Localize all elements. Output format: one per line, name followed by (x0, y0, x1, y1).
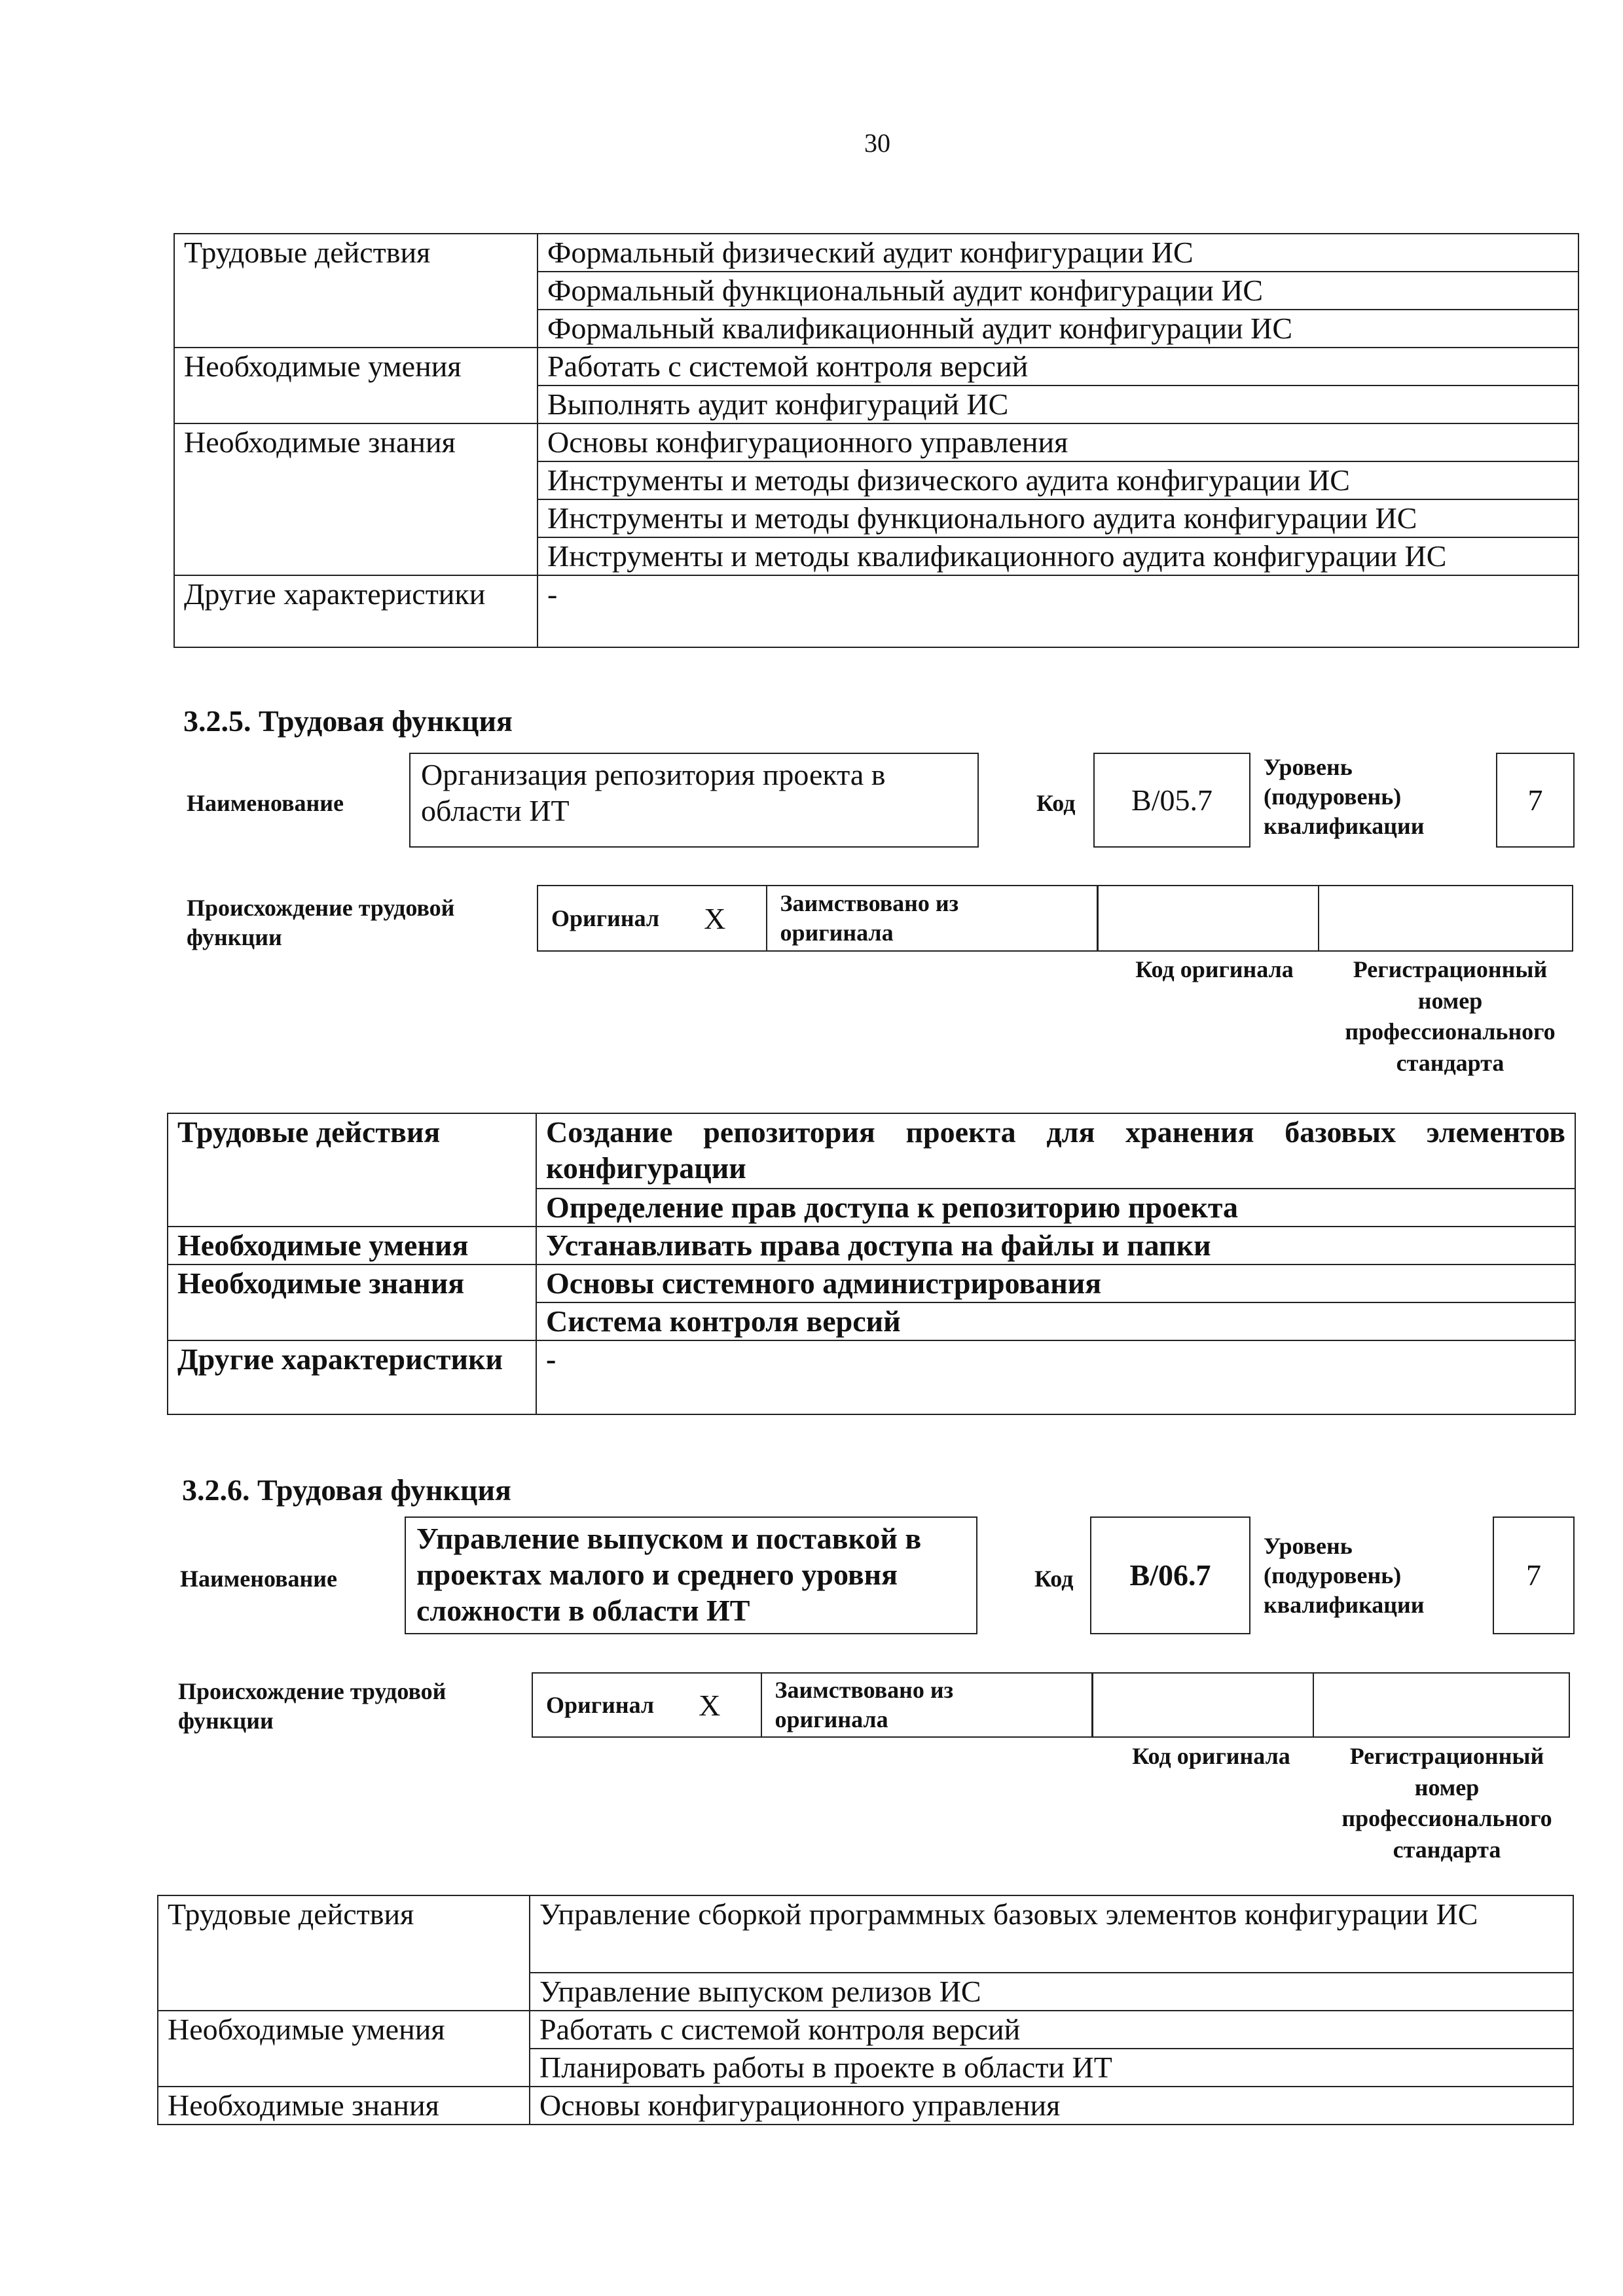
table-cell: Устанавливать права доступа на файлы и папки (536, 1227, 1575, 1265)
row-label-required-knowledge: Необходимые знания (158, 2087, 530, 2125)
name-label: Наименование (187, 790, 344, 816)
reg-number-caption: Регистрационный номер профессионального стандарта (1341, 1743, 1552, 1863)
section-title-3-2-6: 3.2.6. Трудовая функция (182, 1473, 511, 1507)
table-cell: Формальный физический аудит конфигурации ИС (538, 234, 1578, 272)
row-label-labor-actions: Трудовые действия (168, 1113, 536, 1227)
row-label-required-skills: Необходимые умения (158, 2011, 530, 2087)
table-cell: Управление выпуском релизов ИС (530, 1973, 1573, 2011)
level-box: 7 (1493, 1516, 1575, 1634)
origin-row (537, 885, 1573, 952)
borrowed-cell (761, 1672, 1093, 1738)
level-box: 7 (1496, 753, 1575, 848)
original-mark: X (704, 901, 726, 935)
table-cell: - (536, 1340, 1575, 1414)
name-label: Наименование (180, 1566, 337, 1592)
code-box: B/05.7 (1093, 753, 1250, 848)
original-cell (537, 885, 767, 952)
table-cell: Инструменты и методы физического аудита конфигурации ИС (538, 461, 1578, 499)
row-label-required-skills: Необходимые умения (174, 348, 538, 423)
origin-label: Происхождение трудовой функции (187, 895, 455, 950)
table-cell: Инструменты и методы квалификационного аудита конфигурации ИС (538, 537, 1578, 575)
row-label-labor-actions: Трудовые действия (158, 1895, 530, 2011)
table-cell: Основы конфигурационного управления (538, 423, 1578, 461)
reg-number-cell (1318, 885, 1573, 952)
requirements-table-1 (173, 233, 1579, 648)
table-cell: Система контроля версий (536, 1302, 1575, 1340)
row-label-other-characteristics: Другие характеристики (174, 575, 538, 647)
original-cell (532, 1672, 762, 1738)
page-number: 30 (864, 128, 890, 158)
table-cell: Формальный функциональный аудит конфигурации ИС (538, 272, 1578, 310)
table-cell: Управление сборкой программных базовых элементов конфигурации ИС (530, 1895, 1573, 1973)
code-label: Код (1036, 790, 1076, 816)
row-label-labor-actions: Трудовые действия (174, 234, 538, 348)
level-label: Уровень (подуровень) квалификации (1264, 754, 1425, 839)
table-cell: - (538, 575, 1578, 647)
table-cell: Работать с системой контроля версий (530, 2011, 1573, 2049)
origin-row (532, 1672, 1570, 1738)
row-label-other-characteristics: Другие характеристики (168, 1340, 536, 1414)
table-cell: Определение прав доступа к репозиторию проекта (536, 1189, 1575, 1227)
row-label-required-knowledge: Необходимые знания (168, 1265, 536, 1340)
function-name-box: Организация репозитория проекта в области ИТ (409, 753, 979, 848)
original-code-cell (1097, 885, 1319, 952)
original-code-cell (1091, 1672, 1314, 1738)
table-cell: Основы системного администрирования (536, 1265, 1575, 1302)
original-mark: X (699, 1688, 721, 1722)
table-cell: Инструменты и методы функционального аудита конфигурации ИС (538, 499, 1578, 537)
borrowed-cell (766, 885, 1099, 952)
table-cell: Формальный квалификационный аудит конфигурации ИС (538, 310, 1578, 348)
borrowed-label: Заимствовано из оригинала (775, 1677, 954, 1732)
table-cell: Планировать работы в проекте в области ИТ (530, 2049, 1573, 2087)
level-label: Уровень (подуровень) квалификации (1264, 1533, 1425, 1618)
requirements-table-2 (167, 1113, 1576, 1415)
requirements-table-3 (157, 1895, 1574, 2125)
origin-label: Происхождение трудовой функции (178, 1678, 447, 1734)
original-label: Оригинал (551, 905, 660, 931)
original-code-caption: Код оригинала (1132, 1743, 1290, 1769)
table-cell: Работать с системой контроля версий (538, 348, 1578, 386)
table-cell: Выполнять аудит конфигураций ИС (538, 386, 1578, 423)
row-label-required-skills: Необходимые умения (168, 1227, 536, 1265)
row-label-required-knowledge: Необходимые знания (174, 423, 538, 575)
original-label: Оригинал (546, 1691, 655, 1718)
function-name-box: Управление выпуском и поставкой в проектах малого и среднего уровня сложности в области ИТ (405, 1516, 977, 1634)
borrowed-label: Заимствовано из оригинала (780, 890, 959, 946)
code-box: B/06.7 (1090, 1516, 1250, 1634)
section-title-3-2-5: 3.2.5. Трудовая функция (183, 704, 513, 738)
reg-number-caption: Регистрационный номер профессионального стандарта (1345, 956, 1556, 1076)
code-label: Код (1034, 1566, 1074, 1592)
reg-number-cell (1313, 1672, 1570, 1738)
table-cell: Основы конфигурационного управления (530, 2087, 1573, 2125)
original-code-caption: Код оригинала (1135, 956, 1294, 982)
table-cell: Создание репозитория проекта для хранения базовых элементов конфигурации (536, 1113, 1575, 1189)
